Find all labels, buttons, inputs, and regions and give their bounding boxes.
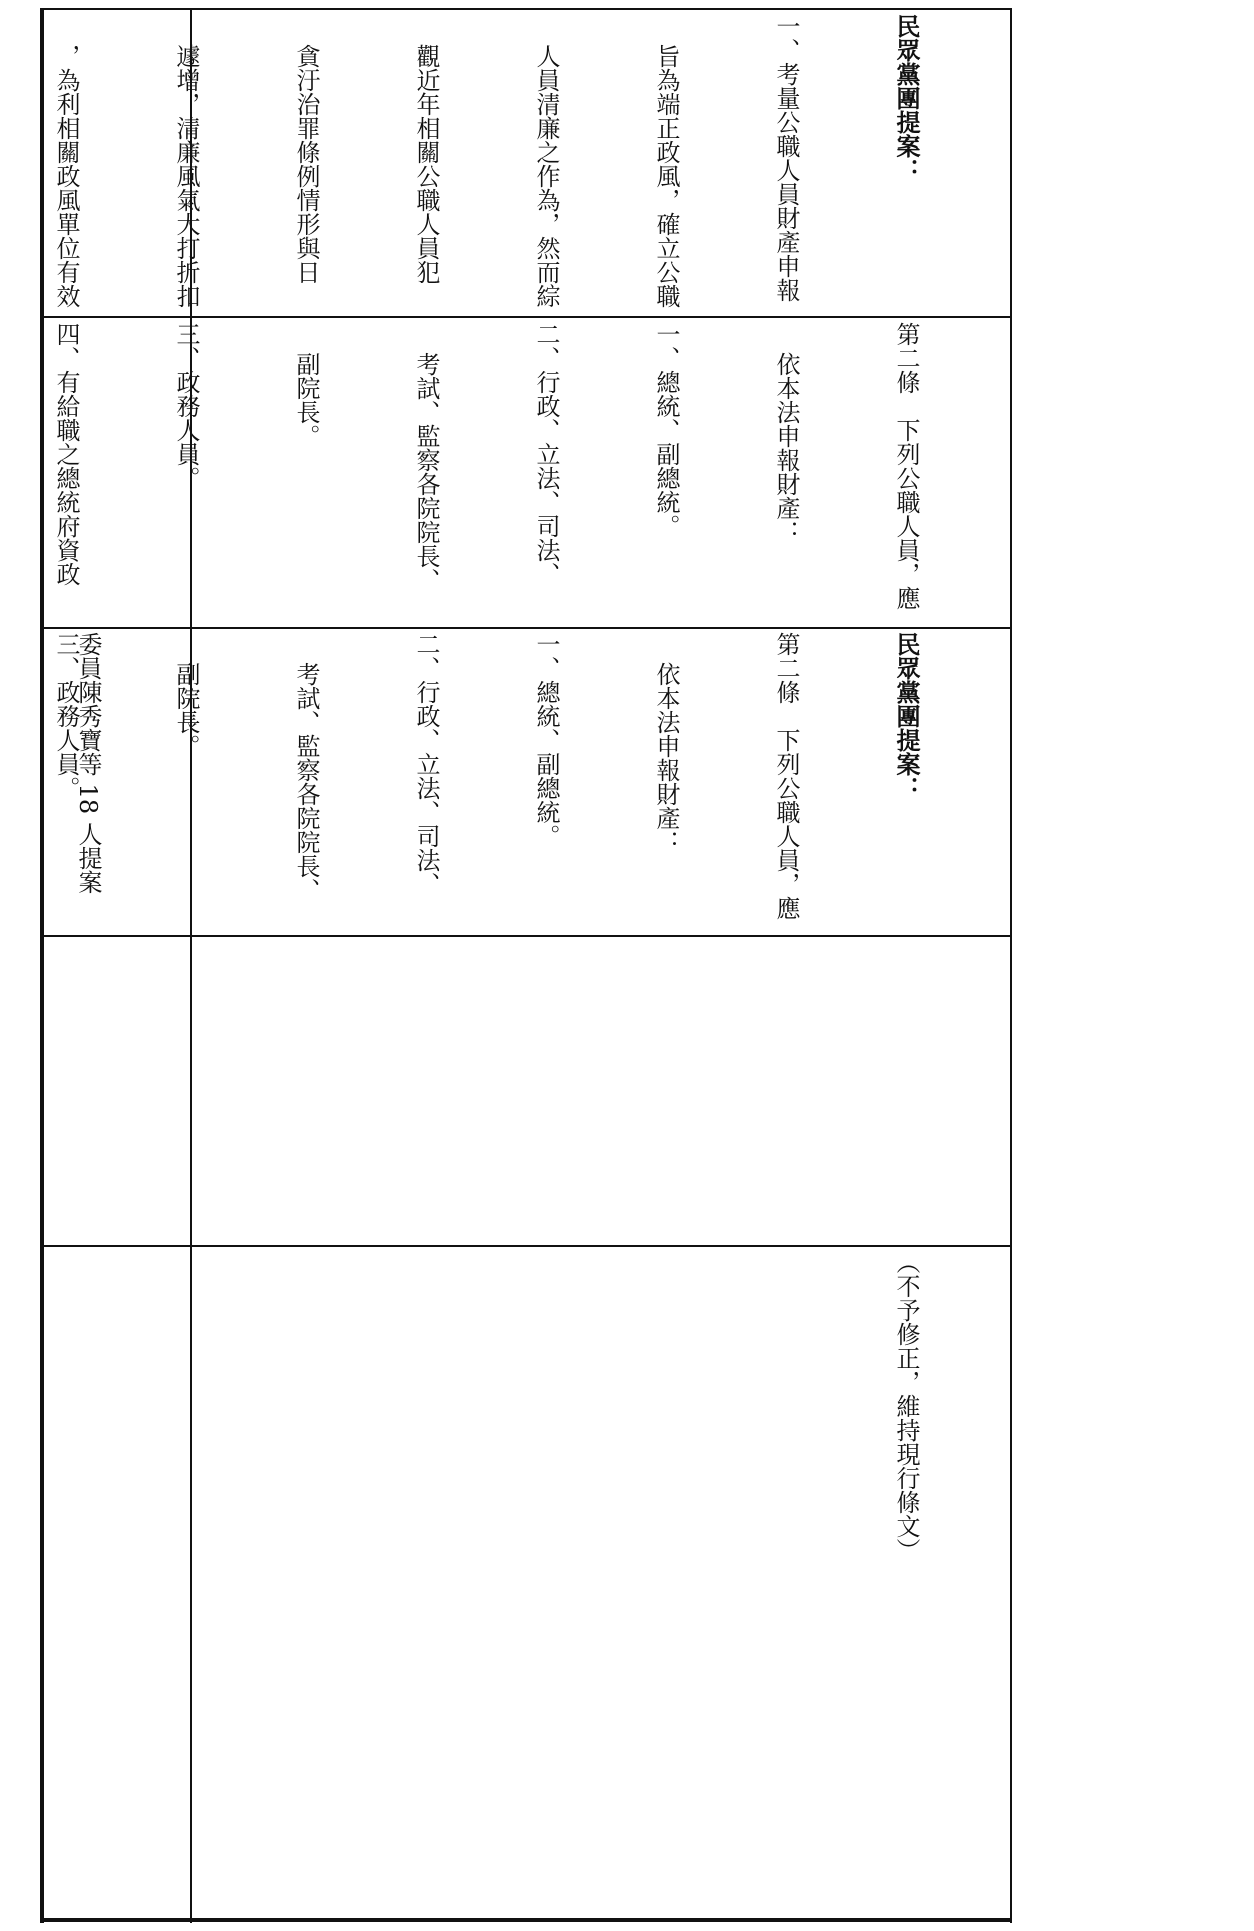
row-divider-4 [40, 1245, 1012, 1247]
current-law-line: 二、行政、立法、司法、 [532, 322, 560, 586]
row-divider-1 [40, 316, 1012, 318]
explanation-line: 人員清廉之作為，然而綜 [532, 44, 560, 308]
current-law-line: 三、政務人員。 [172, 322, 200, 490]
row-divider-2 [40, 627, 1012, 629]
explanation-line: 觀近年相關公職人員犯 [412, 44, 440, 284]
proposal-heading: 民眾黨團提案： [892, 632, 921, 800]
proposal-line: 依本法申報財產： [652, 662, 680, 854]
proposal-line: 二、行政、立法、司法、 [412, 632, 440, 896]
proposal-line: 第二條 下列公職人員，應 [772, 632, 800, 920]
current-law-line: 一、總統、副總統。 [652, 322, 680, 538]
table-top-border [40, 8, 1012, 10]
current-law-line: 四、有給職之總統府資政 [52, 322, 80, 586]
explanation-line: 一、考量公職人員財產申報 [772, 14, 800, 302]
proposal-line: 副院長。 [172, 662, 200, 758]
review-cell [196, 1250, 1006, 1914]
current-law-line: 第二條 下列公職人員，應 [892, 322, 920, 610]
proposal-line: 考試、監察各院院長、 [292, 662, 320, 902]
current-law-line: 依本法申報財產： [772, 352, 800, 544]
explanation-line: 遽增，清廉風氣大打折扣 [172, 44, 200, 308]
table-right-border [1010, 8, 1012, 1923]
proposal-line: 一、總統、副總統。 [532, 632, 560, 848]
review-line: （不予修正，維持現行條文） [892, 1250, 920, 1562]
empty-cell [196, 940, 1006, 1240]
row-divider-3 [40, 935, 1012, 937]
explanation-line: 旨為端正政風，確立公職 [652, 44, 680, 308]
explanation-line: 貪汙治罪條例情形與日 [292, 44, 320, 284]
proposal-line: 三、政務人員。 [52, 632, 80, 800]
current-law-cell [52, 322, 1006, 622]
explanation-cell [52, 14, 1006, 310]
explanation-heading: 民眾黨團提案： [892, 14, 921, 182]
explanation-line: ，為利相關政風單位有效 [52, 44, 80, 308]
table-bottom-border [40, 1918, 1012, 1922]
current-law-line: 副院長。 [292, 352, 320, 448]
current-law-line: 考試、監察各院院長、 [412, 352, 440, 592]
proposer-line: 委員陳秀寶等 18 人提案 [74, 632, 102, 894]
